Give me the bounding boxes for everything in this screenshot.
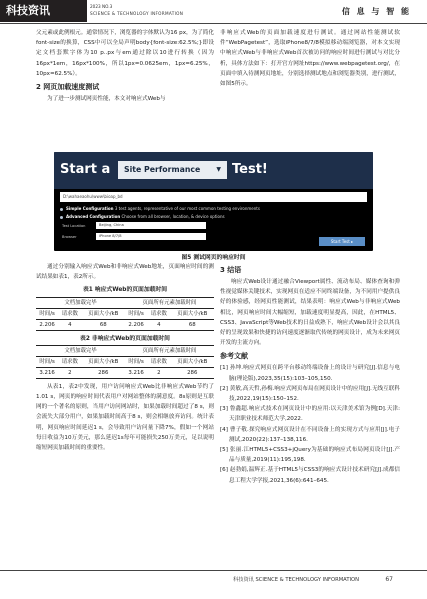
location-label: Test Location (62, 224, 86, 228)
header-rule (0, 23, 427, 24)
section-2-title: 2 网页加载速度测试 (36, 83, 100, 92)
right-column-top (220, 28, 400, 89)
table-row: 2.206 4 68 2.206 4 68 (36, 319, 214, 330)
table-2-caption: 表2 非响应式Web的页面加载时间 (80, 335, 170, 342)
journal-english-name: SCIENCE & TECHNOLOGY INFORMATION (90, 11, 184, 16)
references-title: 参考文献 (220, 352, 248, 361)
right-column-lower (220, 262, 400, 486)
browser-label: Browser (62, 235, 77, 239)
reference-item: [1] 孙坤.响应式网页在跨平台移动终端设备上的设计与研究[J].信息与电脑(理论版),2023,35(15):103–105,150. (220, 365, 400, 382)
figure-test-text: Test! (232, 162, 268, 177)
test-type-select: Site Performance ▼ (118, 161, 227, 179)
figure-start-text: Start a (60, 162, 111, 177)
paragraph: 响应式Web设计通过融合Viewport属性、流动布局、媒体查询和弹性视觉媒体关键技术，实现网页在适应不同终端设备，为不同用户提供良好的体验感，经网页性能测试，结果表明：响应式Web与非响应式Web相比，网页响应时间大幅缩短，加载速度明显提高，因此，在HTML5、CSS3、JavaScript等Web技术的日益成熟下，响应式Web设计会以其良好的呈现效果和快捷的访问速度逐渐取代传统的网页设计，成为未来网页开发的主流方向。 (220, 279, 400, 347)
reference-item: [5] 张丽.江HTML5+CSS3+jQuery为基础的响应式布局网页设计[J].产品与质量,2019(11):195,198. (220, 447, 400, 464)
paragraph: 父元素或此例根元。通常情况下，浏览器的字体默认为16 px，为了简化font-size的换算，CSS中可以全局声明body{font-size:62.5%;}即设定文档套默字体为10 p..px与em通过除以10进行转换（因为16px*1em，16px*100%，所以1px=0.0625em，1px=6.25%，10px=62.5%）。 (36, 30, 214, 77)
footer-rule (0, 570, 427, 571)
advanced-config-row: Advanced Configuration Choose from all browser, location, & device options (60, 214, 225, 219)
left-column-top (36, 28, 214, 104)
paragraph: 通过分别输入响应式Web和非响应式Web地址，页面响应时间的测试结果如表1，表2所示。 (36, 264, 214, 281)
section-3-title: 3 结语 (220, 266, 242, 274)
column-name: 信 息 与 智 能 (341, 6, 411, 16)
figure-caption: 图5 测试网页的响应时间 (181, 255, 246, 261)
paragraph: 为了进一步测试网页性能，本文对响应式Web与 (47, 96, 166, 103)
reference-item: [6] 赵勃娟,温辉正.基于HTML5与CSS3的响应式设计技术研究[J].成都信息工程大学学报,2021,36(6):641–645. (220, 467, 400, 484)
radio-icon (60, 208, 63, 211)
radio-icon (60, 216, 63, 219)
location-field: Beijing, China (96, 222, 206, 229)
reference-item: [2] 黄敏,高天哲,孙梅.响应式网页布局在网页设计中的应用[J].无线互联科技,2022,19(15):150–152. (220, 385, 400, 403)
chevron-down-icon: ▼ (216, 166, 221, 173)
issue-number: 2023 NO.3 (90, 4, 113, 9)
journal-logo: 科技资讯 (0, 0, 87, 22)
table-1-caption: 表1 响应式Web的页面加载时间 (82, 287, 168, 294)
reference-item: [3] 鲁鑫超.响应式技术在网页设计中的应用:以天津美术馆为例[D].天津:天津职业技术师范大学,2022. (220, 406, 400, 423)
table-row: 3.216 2 286 3.216 2 286 (36, 367, 214, 378)
paragraph: 非响应式Web的页面加载速度进行测试。通过网站性能测试软件“WebPagetest”，选取iPhone8/7/8模拟移动端浏览器，对本文实现中响应式Web与非响应式Web首次被访问的响应时间进行测试与对比分析，具体方法如下：打开官方网址https://www.webpagetest.org/，在页面中填入待测网页地址，分别选择测试地点和浏览器类别，进行测试，如图5所示。 (220, 30, 400, 88)
url-input: D:\wahaeaohu\www\bioap_bd (60, 192, 367, 202)
reference-item: [4] 曹子敬.探究响应式网页设计在不同设备上的实现方式与应用[J].电子测试,2020(22):137–138,116. (220, 426, 400, 443)
footer-journal: 科技资讯 SCIENCE & TECHNOLOGY INFORMATION (233, 577, 359, 583)
page-number: 67 (385, 576, 393, 583)
start-test-button: Start Test ▸ (319, 237, 365, 246)
left-column-lower (36, 262, 214, 453)
paragraph: 从表1，表2中发现，用户访问响应式Web比非响应式Web节约了1.01 s，网页的响应时间代表用户对网站整体的满意度。8s原则是互联网的一个著名的原则，当用户访问网站时，如果加载时间超过了8 s，则会流失大部分用户，如果加载时间高于8 s，则会相继放弃访问。统计表明，网页响应时间延迟1 s，会导致用户访问量下降7%，假如一个网站每日收益为10万美元，那么延迟1s每年可能损失250万美元，足以说明缩短网页加载时间的重要性。 (36, 383, 214, 452)
table-1: 文档加载完毕 页面所有元素加载时间 时间/s 请求数 页面大小/kB 时间/s 请求数 页面大小/kB 2.206 4 68 2.206 4 68 (36, 297, 214, 331)
figure-5-screenshot (54, 152, 373, 251)
browser-field: iPhone 8/7/8 (96, 233, 206, 240)
table-2: 文档加载完毕 页面所有元素加载时间 时间/s 请求数 页面大小/kB 时间/s 请求数 页面大小/kB 3.216 2 286 3.216 2 286 (36, 345, 214, 379)
simple-config-row: Simple Configuration 3 test agents, representative of our most common testing environments (60, 206, 260, 211)
